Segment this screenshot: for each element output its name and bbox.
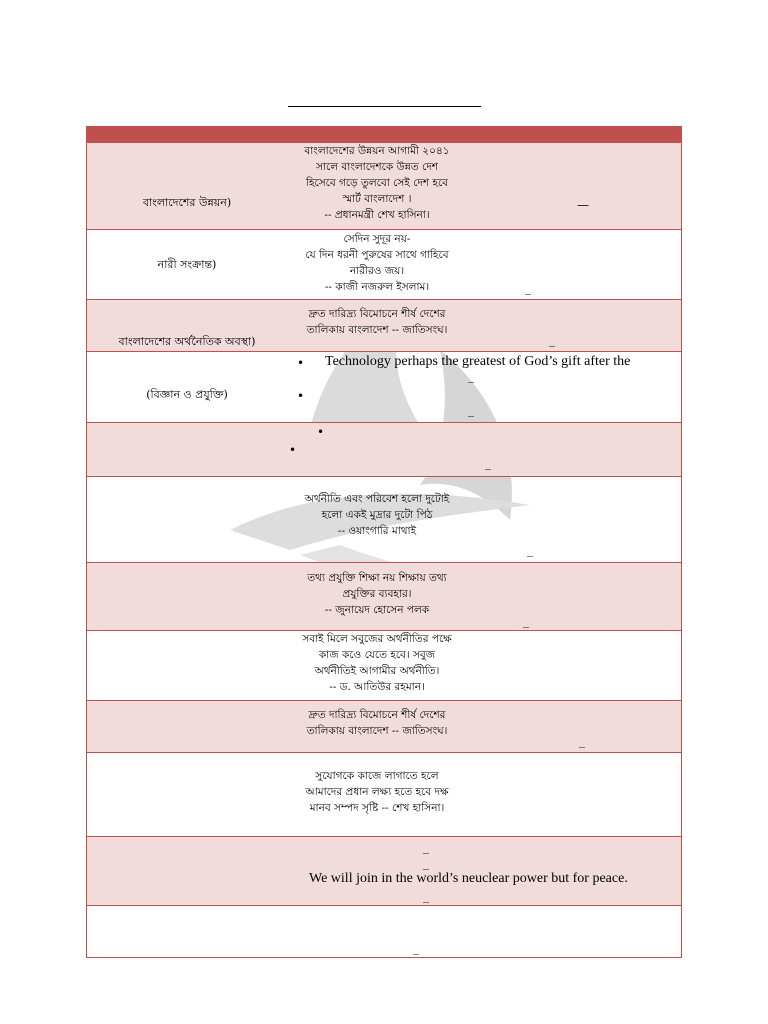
table-row (87, 143, 681, 230)
blank-dash: _ (413, 941, 419, 955)
table-header-band (87, 126, 681, 143)
table-row (87, 701, 681, 753)
topic-label: নারী সংক্রান্ত) (157, 258, 217, 271)
topic-label: (বিজ্ঞান ও প্রযুক্তি) (146, 388, 228, 401)
blank-dash: _ (525, 281, 531, 295)
blank-dash: — (577, 198, 589, 212)
table-row (87, 477, 681, 563)
top-rule (288, 106, 481, 107)
blank-dash: _ (549, 333, 555, 347)
table-row (87, 563, 681, 631)
blank-dash: _ (579, 734, 585, 748)
blank-dash: _ (523, 614, 529, 628)
table-row (87, 753, 681, 837)
blank-dash: _ (423, 840, 429, 854)
blank-dash: _ (423, 856, 429, 870)
table-row (87, 631, 681, 701)
quote-text: বাংলাদেশের উন্নয়ন আগামী ২০৪১ সালে বাংলাদেশকে উন্নত দেশ হিসেবে গড়ে তুলবো সেই দেশ হবে স্মার্ট বাংলাদেশ । -- প্রধানমন্ত্রী শেখ হাসিনা। (304, 145, 450, 221)
table-row (87, 423, 681, 477)
topic-label: বাংলাদেশের উন্নয়ন) (142, 196, 232, 209)
quote-text: সেদিন সুদূর নয়- যে দিন ধরনী পুরুষের সাথে গাহিবে নারীরও জয়। -- কাজী নজরুল ইসলাম। (305, 233, 449, 293)
english-quote: Technology perhaps the greatest of God’s gift after the (325, 354, 631, 369)
quote-text: দ্রুত দারিদ্র্য বিমোচনে শীর্ষ দেশের তালিকায় বাংলাদেশ -- জাতিসংঘ। (306, 308, 448, 336)
blank-dash: _ (527, 543, 533, 557)
table-row (87, 906, 681, 958)
quote-text: তথ্য প্রযুক্তি শিক্ষা নয় শিক্ষায় তথ্য প্রযুক্তির ব্যবহার। -- জুনায়েদ হোসেন পলক (307, 572, 447, 616)
table-row (87, 230, 681, 300)
bullet-icon: • (297, 356, 305, 370)
bullet-icon: • (289, 443, 297, 457)
english-quote: We will join in the world’s neuclear power but for peace. (309, 871, 628, 886)
table-row (87, 300, 681, 352)
bullet-icon: • (297, 389, 305, 403)
quote-text: দ্রুত দারিদ্র্য বিমোচনে শীর্ষ দেশের তালিকায় বাংলাদেশ -- জাতিসংঘ। (306, 709, 448, 737)
quote-text: সুযোগকে কাজে লাগাতে হলে আমাদের প্রধান লক্ষ্য হতে হবে দক্ষ মানব সম্পদ সৃষ্টি -- শেখ হাসিনা। (305, 770, 449, 814)
blank-dash: _ (468, 369, 474, 383)
topic-label: বাংলাদেশের অর্থনৈতিক অবস্থা) (118, 335, 256, 348)
quote-text: সবাই মিলে সবুজের অর্থনীতির পক্ষে কাজ কওে যেতে হবে। সবুজ অর্থনীতিই আগামীর অর্থনীতি। -- ড. আতিউর রহমান। (302, 633, 452, 693)
table-row (87, 837, 681, 906)
blank-dash: _ (485, 456, 491, 470)
blank-dash: _ (468, 403, 474, 417)
quote-text: অর্থনীতি এবং পরিবেশ হলো দুটোই হলো একই মুদ্রার দুটো পিঠ -- ওয়াংগারি মাথাই (304, 493, 450, 537)
blank-dash: _ (423, 889, 429, 903)
quote-table (86, 126, 682, 958)
bullet-icon: • (317, 425, 325, 439)
table-row (87, 352, 681, 423)
